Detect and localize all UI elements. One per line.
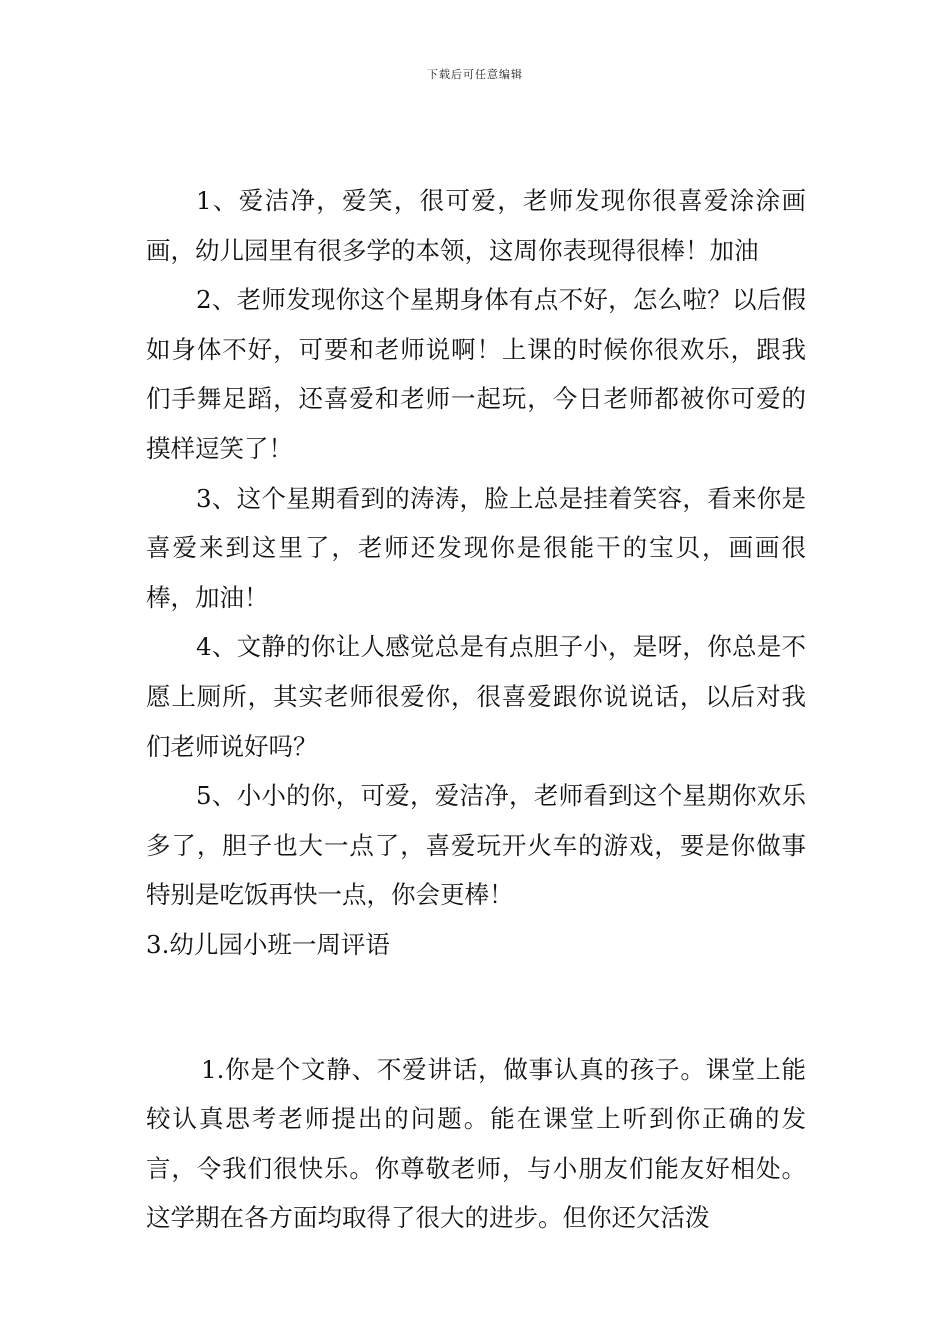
weekly-comment-paragraph-1: 1.你是个文静、不爱讲话，做事认真的孩子。课堂上能较认真思考老师提出的问题。能在课堂上听到你正确的发言，令我们很快乐。你尊敬老师，与小朋友们能友好相处。这学期在各方面均取得了很大的进步。但你还欠活泼 — [146, 1054, 806, 1233]
section-heading: 3.幼儿园小班一周评语 — [146, 929, 390, 959]
comment-paragraph-3: 3、这个星期看到的涛涛，脸上总是挂着笑容，看来你是喜爱来到这里了，老师还发现你是很能干的宝贝，画画很棒，加油！ — [146, 483, 806, 612]
comment-paragraph-1: 1、爱洁净，爱笑，很可爱，老师发现你很喜爱涂涂画画，幼儿园里有很多学的本领，这周你表现得很棒！加油 — [146, 186, 806, 265]
comment-paragraph-2: 2、老师发现你这个星期身体有点不好，怎么啦？以后假如身体不好，可要和老师说啊！上课的时候你很欢乐，跟我们手舞足蹈，还喜爱和老师一起玩，今日老师都被你可爱的摸样逗笑了！ — [146, 285, 806, 463]
document-body — [146, 176, 806, 1243]
comment-paragraph-4: 4、文静的你让人感觉总是有点胆子小，是呀，你总是不愿上厕所，其实老师很爱你，很喜爱跟你说说话，以后对我们老师说好吗？ — [146, 632, 806, 761]
page-header-note: 下载后可任意编辑 — [427, 68, 523, 81]
section-spacer — [146, 970, 806, 1045]
comment-paragraph-5: 5、小小的你，可爱，爱洁净，老师看到这个星期你欢乐多了，胆子也大一点了，喜爱玩开火车的游戏，要是你做事特别是吃饭再快一点，你会更棒！ — [146, 781, 806, 910]
